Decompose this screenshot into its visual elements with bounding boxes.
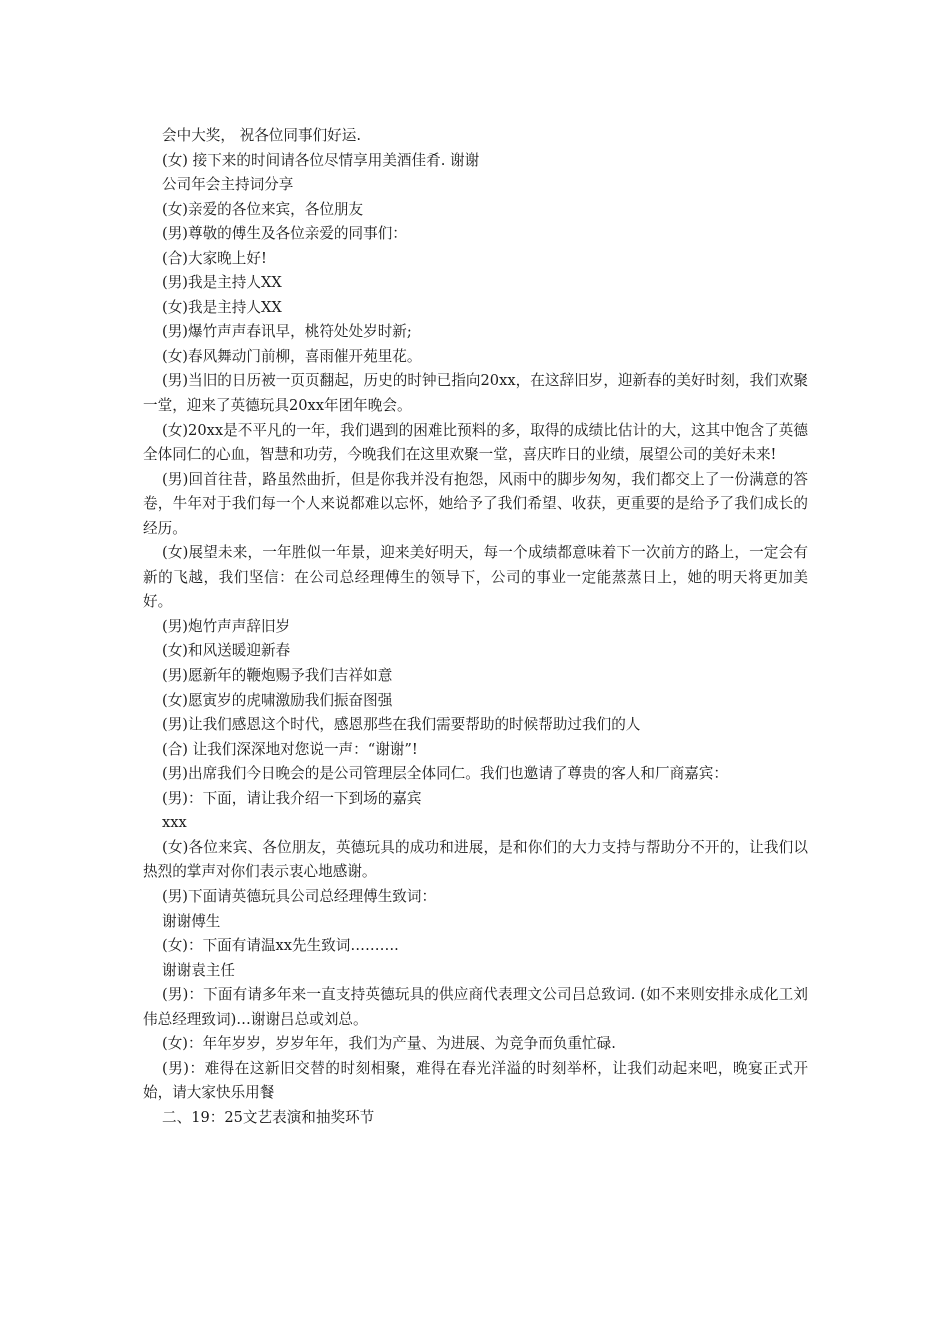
paragraph: 谢谢袁主任 xyxy=(162,961,235,979)
paragraph: (合) 让我们深深地对您说一声：“谢谢”! xyxy=(162,740,418,758)
paragraph: (女)：下面有请温xx先生致词………. xyxy=(162,937,399,955)
paragraph: (女)亲爱的各位来宾，各位朋友 xyxy=(162,200,364,218)
paragraph: (男)：难得在这新旧交替的时刻相聚，难得在春光洋溢的时刻举杯，让我们动起来吧，晚宴正式开始，请大家快乐用餐 xyxy=(143,1059,808,1102)
paragraph: (男)爆竹声声春讯早，桃符处处岁时新; xyxy=(162,323,412,341)
paragraph: 谢谢傅生 xyxy=(162,912,221,930)
paragraph: (女)愿寅岁的虎啸激励我们振奋图强 xyxy=(162,691,393,709)
paragraph: (男)尊敬的傅生及各位亲爱的同事们： xyxy=(162,225,407,243)
paragraph: (男)让我们感恩这个时代，感恩那些在我们需要帮助的时候帮助过我们的人 xyxy=(162,716,641,734)
paragraph: (女)和风送暖迎新春 xyxy=(162,642,291,660)
paragraph: (男)炮竹声声辞旧岁 xyxy=(162,617,291,635)
paragraph: (男)下面请英德玩具公司总经理傅生致词： xyxy=(162,887,437,905)
paragraph: (男)回首往昔，路虽然曲折，但是你我并没有抱怨，风雨中的脚步匆匆，我们都交上了一份满意的答卷，牛年对于我们每一个人来说都难以忘怀，她给予了我们希望、收获，更重要的是给予了我们成长的经历。 xyxy=(143,470,808,537)
paragraph: (女)20xx是不平凡的一年，我们遇到的困难比预料的多，取得的成绩比估计的大，这其中饱含了英德全体同仁的心血，智慧和功劳，今晚我们在这里欢聚一堂，喜庆昨日的业绩，展望公司的美好未来! xyxy=(143,421,808,464)
paragraph: (合)大家晚上好! xyxy=(162,249,267,267)
paragraph: (女)我是主持人XX xyxy=(162,298,282,316)
paragraph: (女)各位来宾、各位朋友，英德玩具的成功和进展，是和你们的大力支持与帮助分不开的，让我们以热烈的掌声对你们表示衷心地感谢。 xyxy=(143,838,808,881)
paragraph: (男)我是主持人XX xyxy=(162,274,282,292)
paragraph: (男)愿新年的鞭炮赐予我们吉祥如意 xyxy=(162,667,393,685)
paragraph: (男)：下面有请多年来一直支持英德玩具的供应商代表理文公司吕总致词. (如不来则安排永成化工刘伟总经理致词)…谢谢吕总或刘总。 xyxy=(143,986,808,1028)
paragraph: xxx xyxy=(162,814,187,832)
paragraph: (女)展望未来，一年胜似一年景，迎来美好明天，每一个成绩都意味着下一次前方的路上，一定会有新的飞越，我们坚信：在公司总经理傅生的领导下，公司的事业一定能蒸蒸日上，她的明天将更加美好。 xyxy=(143,544,808,611)
paragraph: (男)：下面，请让我介绍一下到场的嘉宾 xyxy=(162,789,422,807)
paragraph: (女)：年年岁岁，岁岁年年，我们为产量、为进展、为竞争而负重忙碌. xyxy=(162,1035,616,1053)
paragraph: (男)出席我们今日晚会的是公司管理层全体同仁。我们也邀请了尊贵的客人和厂商嘉宾： xyxy=(162,765,728,783)
section-heading: 二、19：25文艺表演和抽奖环节 xyxy=(162,1108,375,1126)
document-body xyxy=(143,124,808,1130)
paragraph: 会中大奖， 祝各位同事们好运. xyxy=(162,127,361,144)
paragraph: (男)当旧的日历被一页页翻起，历史的时钟已指向20xx，在这辞旧岁，迎新春的美好时刻，我们欢聚一堂，迎来了英德玩具20xx年团年晚会。 xyxy=(143,372,808,415)
paragraph: (女)春风舞动门前柳，喜雨催开苑里花。 xyxy=(162,347,422,365)
paragraph: 公司年会主持词分享 xyxy=(162,176,294,194)
paragraph: (女) 接下来的时间请各位尽情享用美酒佳肴. 谢谢 xyxy=(162,151,480,169)
